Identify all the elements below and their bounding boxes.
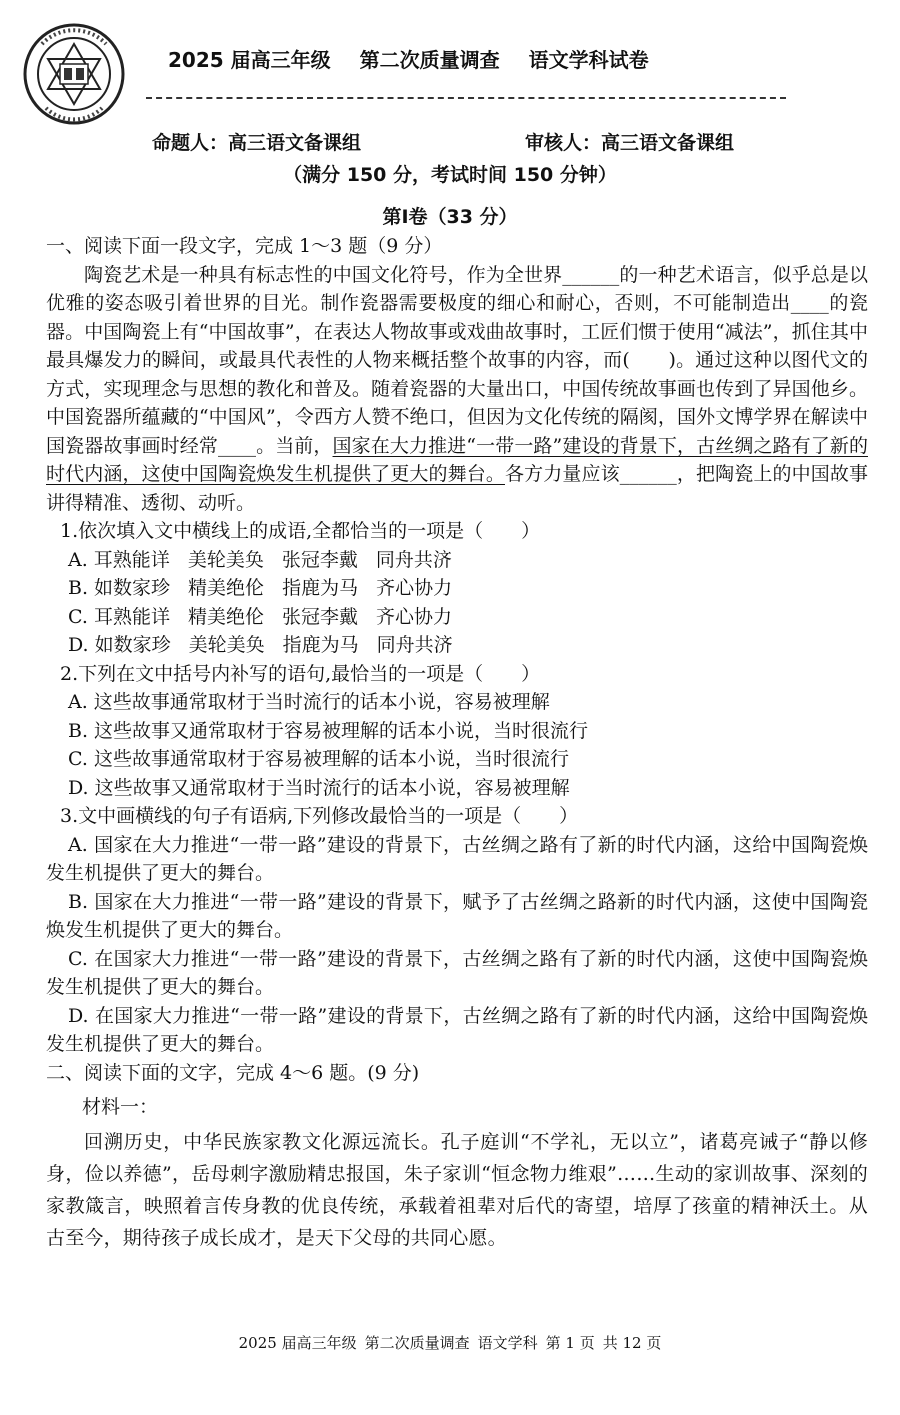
- q3-option-c: C. 在国家大力推进“一带一路”建设的背景下，古丝绸之路有了新的时代内涵，这使中国陶瓷焕发生机提供了更大的舞台。: [46, 947, 868, 998]
- blank-1: ______: [562, 263, 620, 286]
- material-text: 回溯历史，中华民族家教文化源远流长。孔子庭训“不学礼，无以立”，诸葛亮诫子“静以修身，俭以养德”，岳母刺字激励精忠报国，朱子家训“恒念物力维艰”……生动的家训故事、深刻的家教箴言，映照着言传身教的优良传统，承载着祖辈对后代的寄望，培厚了孩童的精神沃土。从古至今，期待孩子成长成才，是天下父母的共同心愿。: [46, 1130, 868, 1249]
- q2-option-b: B. 这些故事又通常取材于容易被理解的话本小说，当时很流行: [68, 719, 589, 742]
- volume-heading: 第Ⅰ卷（33 分）: [382, 206, 518, 228]
- question-2-stem: 2.下列在文中括号内补写的语句,最恰当的一项是（ ）: [60, 662, 541, 685]
- blank-2: ____: [790, 292, 829, 314]
- title-divider: [146, 97, 786, 99]
- section1-passage: 陶瓷艺术是一种具有标志性的中国文化符号，作为全世界______的一种艺术语言，似乎总是以优雅的姿态吸引着世界的目光。制作瓷器需要极度的细心和耐心，否则，不可能制造出____的瓷器。中国陶瓷上有“中国故事”，在表达人物故事或戏曲故事时，工匠们惯于使用“减法”，抓住其中最具爆发力的瞬间，或最具代表性的人物来概括整个故事的内容，而( )。通过这种以图代文的方式，实现理念与思想的教化和普及。随着瓷器的大量出口，中国传统故事画也传到了异国他乡。中国瓷器所蕴藏的“中国风”，令西方人赞不绝口，但因为文化传统的隔阂，国外文博学界在解读中国瓷器故事画时经常____。当前，国家在大力推进“一带一路”建设的背景下，古丝绸之路有了新的时代内涵，这使中国陶瓷焕发生机提供了更大的舞台。各方力量应该______，把陶瓷上的中国故事讲得精准、透彻、动听。: [46, 263, 868, 514]
- reviewer: 审核人：高三语文备课组: [525, 132, 735, 154]
- q3-option-b: B. 国家在大力推进“一带一路”建设的背景下，赋予了古丝绸之路新的时代内涵，这使中国陶瓷焕发生机提供了更大的舞台。: [46, 890, 868, 941]
- question-setter: 命题人：高三语文备课组: [152, 132, 362, 154]
- section1-heading: 一、阅读下面一段文字，完成 1～3 题（9 分）: [46, 235, 443, 257]
- q1-option-d: D. 如数家珍 美轮美奂 指鹿为马 同舟共济: [68, 634, 453, 656]
- exam-content: [46, 232, 868, 1254]
- question-1-stem: 1.依次填入文中横线上的成语,全都恰当的一项是（ ）: [60, 520, 541, 542]
- q2-option-a: A. 这些故事通常取材于当时流行的话本小说，容易被理解: [68, 691, 550, 713]
- title-part-exam: 第二次质量调查: [359, 48, 500, 72]
- score-info: （满分 150 分，考试时间 150 分钟）: [283, 164, 617, 186]
- page-number: 第 1 页: [545, 1334, 595, 1352]
- blank-3: ____: [217, 434, 256, 457]
- blank-4: ______: [619, 463, 677, 485]
- q1-option-a: A. 耳熟能详 美轮美奂 张冠李戴 同舟共济: [68, 548, 452, 571]
- section2-heading: 二、阅读下面的文字，完成 4～6 题。(9 分): [46, 1061, 420, 1084]
- q2-option-c: C. 这些故事通常取材于容易被理解的话本小说，当时很流行: [68, 748, 569, 770]
- title-part-subject: 语文学科试卷: [528, 48, 649, 72]
- q3-option-d: D. 在国家大力推进“一带一路”建设的背景下，古丝绸之路有了新的时代内涵，这给中国陶瓷焕发生机提供了更大的舞台。: [46, 1004, 868, 1055]
- school-seal-logo: [22, 22, 126, 126]
- q1-option-b: B. 如数家珍 精美绝伦 指鹿为马 齐心协力: [68, 577, 453, 599]
- question-3-stem: 3.文中画横线的句子有语病,下列修改最恰当的一项是（ ）: [60, 805, 579, 827]
- q3-option-a: A. 国家在大力推进“一带一路”建设的背景下，古丝绸之路有了新的时代内涵，这给中国陶瓷焕发生机提供了更大的舞台。: [46, 833, 868, 884]
- underlined-sentence: 国家在大力推进“一带一路”建设的背景下，古丝绸之路有了新的时代内涵，这使中国陶瓷焕发生机提供了更大的舞台。: [46, 434, 868, 485]
- page-total: 共 12 页: [602, 1334, 662, 1352]
- page-footer: 2025 届高三年级 第二次质量调查 语文学科 第 1 页 共 12 页: [238, 1334, 662, 1352]
- q2-option-d: D. 这些故事又通常取材于当时流行的话本小说，容易被理解: [68, 776, 570, 799]
- q1-option-c: C. 耳熟能详 精美绝伦 张冠李戴 齐心协力: [68, 605, 452, 628]
- exam-title: [168, 44, 788, 73]
- material-label: 材料一：: [82, 1096, 159, 1118]
- title-part-grade: 2025 届高三年级: [168, 48, 331, 72]
